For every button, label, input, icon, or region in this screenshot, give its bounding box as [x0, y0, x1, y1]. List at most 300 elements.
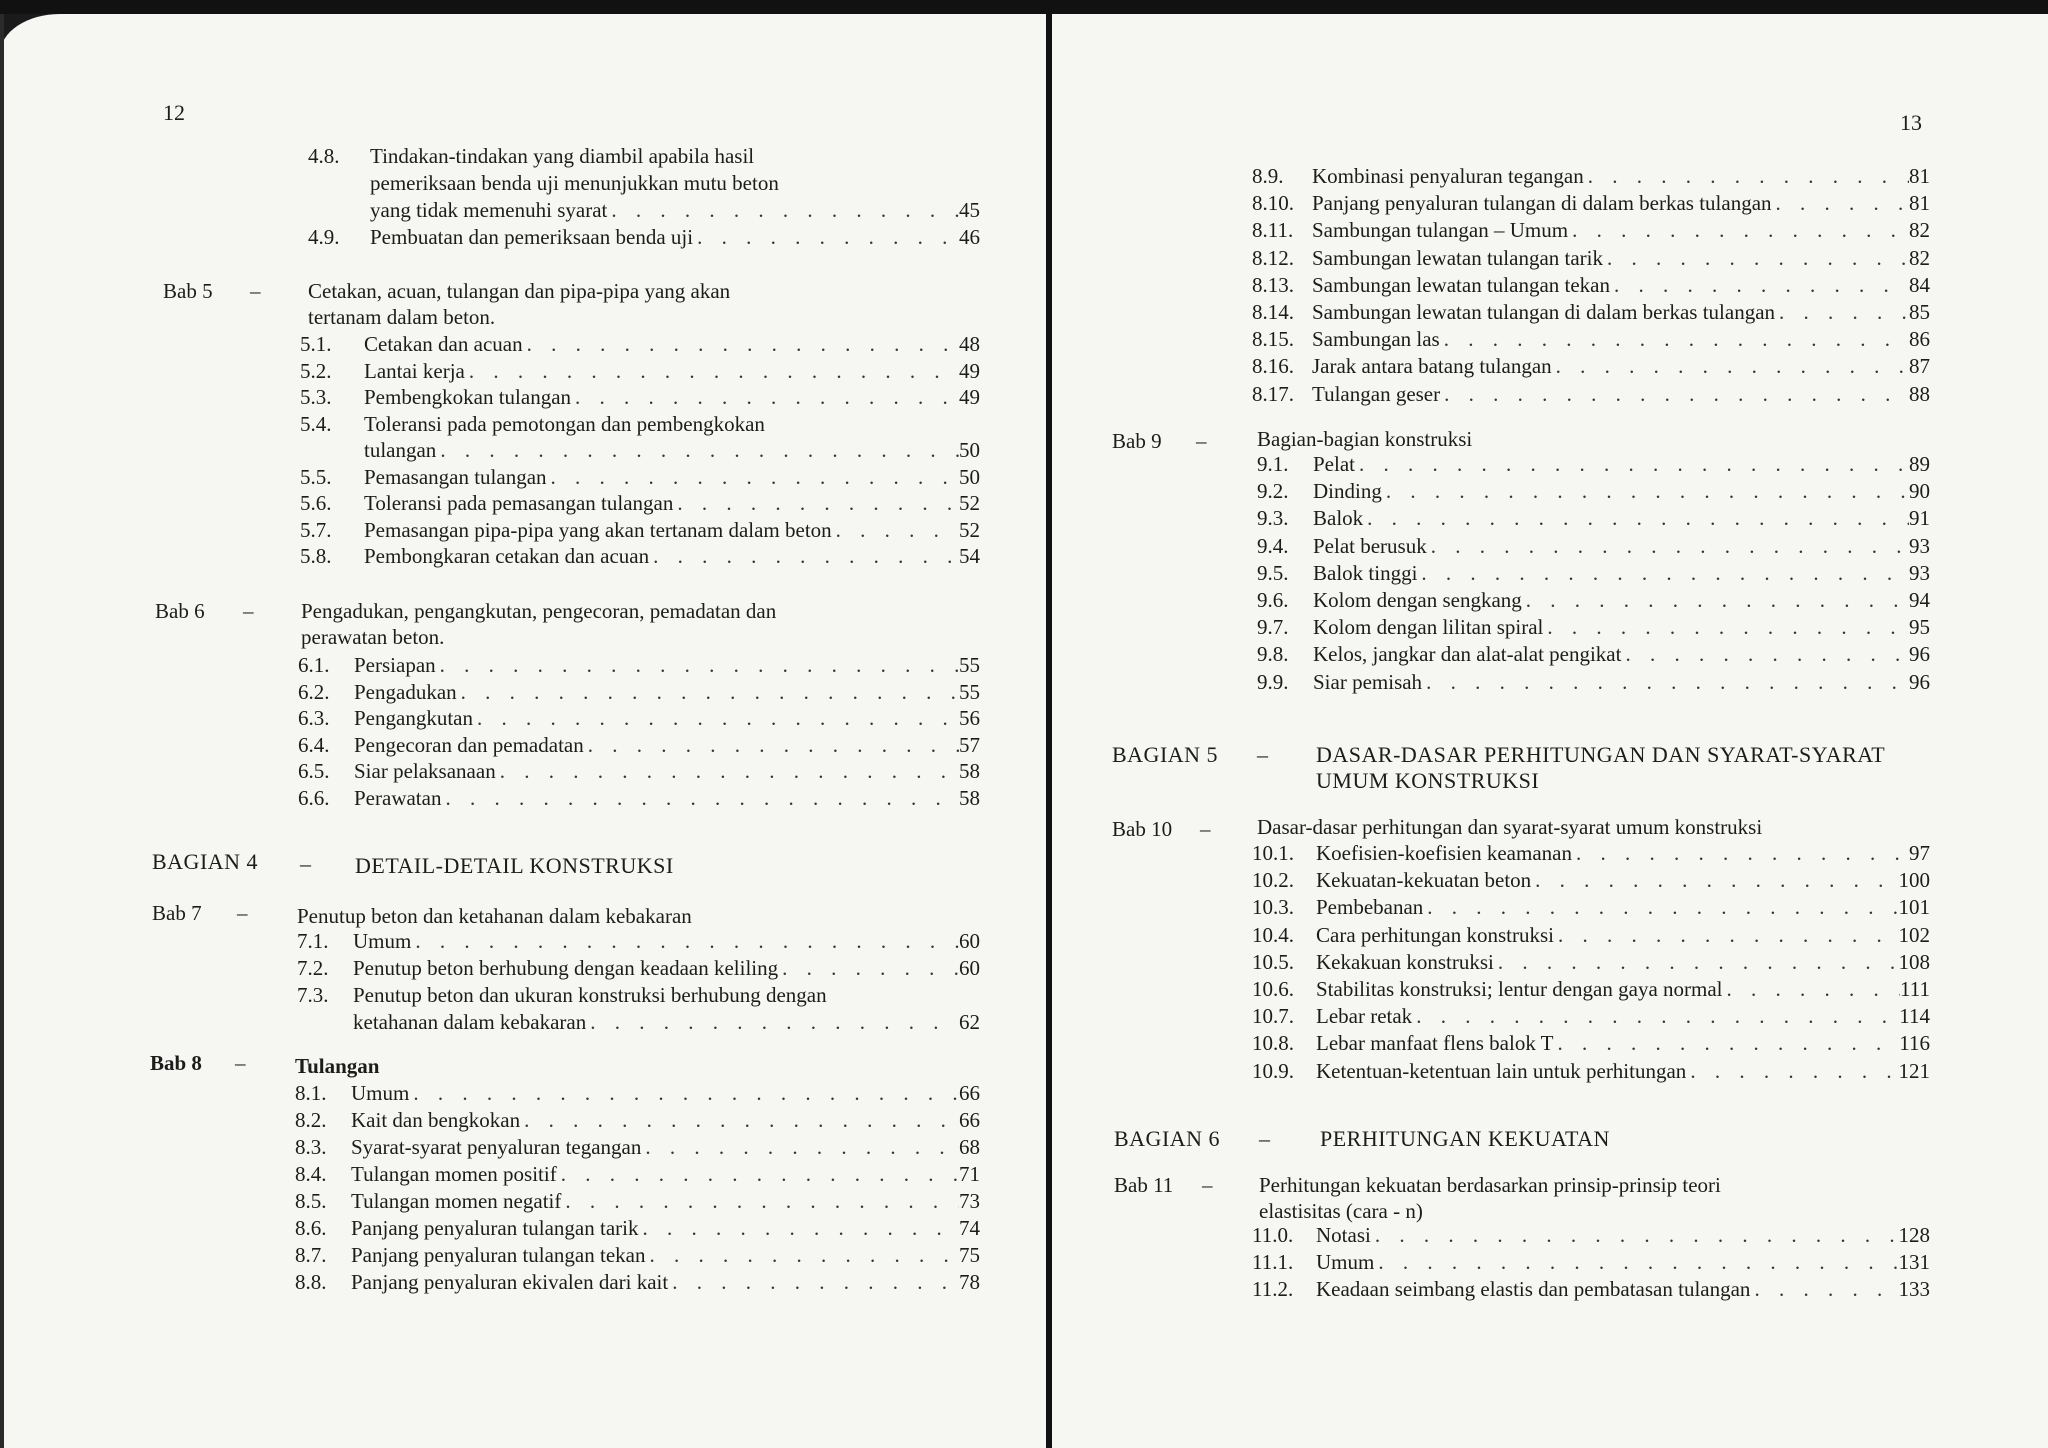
- entry-title: Keadaan seimbang elastis dan pembatasan tulangan: [1316, 1277, 1751, 1302]
- entry-number: 8.17.: [1252, 381, 1294, 406]
- entry-number: 10.5.: [1252, 949, 1294, 974]
- entry-page: 55: [959, 653, 980, 677]
- toc-row: [300, 384, 980, 411]
- toc-row: [1257, 505, 1930, 532]
- entry-title: Panjang penyaluran tulangan di dalam berkas tulangan: [1312, 191, 1772, 216]
- entry-title: Lebar manfaat flens balok T: [1316, 1031, 1554, 1056]
- leader-dots: [1552, 353, 1909, 380]
- entry-page: 56: [959, 706, 980, 730]
- entry-page: 96: [1909, 669, 1930, 694]
- entry-title: Pelat berusuk: [1313, 533, 1427, 558]
- toc-row: [1257, 451, 1930, 478]
- entry-title: yang tidak memenuhi syarat: [370, 198, 608, 222]
- entry-page: 95: [1909, 615, 1930, 640]
- leader-dots: [1494, 949, 1899, 976]
- chapter-label: Bab 11: [1114, 1173, 1174, 1197]
- leader-dots: [1772, 190, 1909, 217]
- toc-row: [308, 224, 980, 251]
- part-label: BAGIAN 6: [1114, 1126, 1221, 1151]
- part-label: BAGIAN 5: [1112, 742, 1219, 767]
- entry-title-continued: ketahanan dalam kebakaran: [353, 1010, 587, 1034]
- entry-title: Kait dan bengkokan: [351, 1108, 521, 1132]
- entry-page: 100: [1898, 868, 1930, 893]
- entry-page: 52: [959, 491, 980, 515]
- chapter-title-line: elastisitas (cara - n): [1259, 1199, 1423, 1223]
- entry-page: 52: [959, 517, 980, 542]
- entry-page: 81: [1909, 164, 1930, 188]
- toc-row: [298, 732, 980, 759]
- toc-row: [1252, 326, 1930, 353]
- leader-dots: [1723, 976, 1901, 1003]
- entry-number: 8.5.: [295, 1189, 327, 1213]
- chapter-title: Penutup beton dan ketahanan dalam kebakaran: [297, 904, 692, 928]
- entry-number: 5.6.: [300, 491, 332, 515]
- toc-row: [300, 517, 980, 544]
- entry-number: 4.9.: [308, 225, 340, 249]
- entry-number: 5.5.: [300, 464, 332, 489]
- entry-number: 8.9.: [1252, 164, 1284, 188]
- entry-page: 82: [1909, 245, 1930, 270]
- entry-number: 8.2.: [295, 1108, 327, 1132]
- chapter-label: Bab 9: [1112, 429, 1162, 453]
- entry-number: 9.2.: [1257, 479, 1289, 504]
- toc-row: [1252, 949, 1930, 976]
- toc-row: [298, 705, 980, 732]
- entry-title: Notasi: [1316, 1223, 1371, 1247]
- entry-page: 71: [959, 1162, 980, 1186]
- toc-row: [297, 955, 980, 982]
- toc-row: [353, 1009, 980, 1036]
- entry-page: 97: [1909, 841, 1930, 865]
- entry-page: 101: [1898, 895, 1930, 920]
- entry-title: Tulangan momen positif: [351, 1162, 557, 1186]
- toc-row-first-line: [300, 411, 980, 438]
- entry-title: Toleransi pada pemotongan dan pembengkokan: [364, 411, 765, 436]
- toc-row: [1252, 922, 1930, 949]
- entry-page: 84: [1909, 272, 1930, 297]
- part-dash: –: [300, 851, 312, 876]
- toc-row: [1257, 533, 1930, 560]
- entry-number: 11.1.: [1252, 1250, 1294, 1275]
- entry-page: 114: [1899, 1004, 1930, 1029]
- entry-number: 8.13.: [1252, 272, 1294, 297]
- entry-page: 54: [959, 544, 980, 568]
- entry-title: Siar pemisah: [1313, 669, 1423, 694]
- toc-row: [1252, 840, 1930, 867]
- entry-title: Cara perhitungan konstruksi: [1316, 922, 1554, 947]
- entry-number: 10.7.: [1252, 1004, 1294, 1029]
- entry-title: Syarat-syarat penyaluran tegangan: [351, 1135, 642, 1159]
- toc-row: [1257, 478, 1930, 505]
- entry-page: 73: [959, 1189, 980, 1213]
- leader-dots: [1531, 867, 1898, 894]
- leader-dots: [1440, 326, 1909, 353]
- entry-title: Persiapan: [354, 653, 436, 677]
- entry-page: 60: [959, 956, 980, 980]
- entry-title: Kelos, jangkar dan alat-alat pengikat: [1313, 642, 1622, 667]
- entry-number: 10.4.: [1252, 922, 1294, 947]
- chapter-title-line: Perhitungan kekuatan berdasarkan prinsip-prinsip teori: [1259, 1173, 1721, 1197]
- toc-row: [1252, 217, 1930, 244]
- entry-page: 89: [1909, 452, 1930, 476]
- leader-dots: [1412, 1003, 1899, 1030]
- leader-dots: [1610, 272, 1909, 299]
- part-title-line: UMUM KONSTRUKSI: [1316, 768, 1540, 793]
- leader-dots: [1568, 217, 1909, 244]
- toc-row: [1257, 614, 1930, 641]
- entry-number: 10.1.: [1252, 841, 1294, 865]
- part-title: DETAIL-DETAIL KONSTRUKSI: [355, 853, 674, 878]
- entry-title: Panjang penyaluran tulangan tarik: [351, 1216, 639, 1240]
- entry-page: 50: [959, 464, 980, 489]
- leader-dots: [1417, 560, 1909, 587]
- entry-number: 6.5.: [298, 759, 330, 783]
- leader-dots: [457, 679, 959, 706]
- entry-title: Ketentuan-ketentuan lain untuk perhitungan: [1316, 1058, 1687, 1083]
- entry-title: Kekuatan-kekuatan beton: [1316, 868, 1532, 893]
- part-title: PERHITUNGAN KEKUATAN: [1320, 1126, 1610, 1151]
- chapter-dash: –: [1196, 429, 1207, 453]
- entry-number: 8.10.: [1252, 191, 1294, 216]
- entry-number: 9.4.: [1257, 533, 1289, 558]
- entry-number: 10.6.: [1252, 977, 1294, 1001]
- toc-row: [298, 652, 980, 679]
- chapter-title: Tulangan: [295, 1054, 380, 1078]
- chapter-title-line: Pengadukan, pengangkutan, pengecoran, pemadatan dan: [301, 599, 777, 623]
- entry-page: 93: [1909, 560, 1930, 585]
- leader-dots: [557, 1161, 959, 1188]
- leader-dots: [436, 652, 959, 679]
- entry-page: 133: [1898, 1277, 1930, 1302]
- entry-page: 60: [959, 929, 980, 953]
- entry-title: Pelat: [1313, 452, 1355, 476]
- entry-number: 8.8.: [295, 1270, 327, 1294]
- entry-title: Panjang penyaluran tulangan tekan: [351, 1243, 646, 1267]
- entry-title: Koefisien-koefisien keamanan: [1316, 841, 1572, 865]
- chapter-label: Bab 8: [150, 1051, 202, 1075]
- chapter-title: Bagian-bagian konstruksi: [1257, 427, 1473, 451]
- entry-page: 102: [1898, 922, 1930, 947]
- toc-row: [1252, 353, 1930, 380]
- entry-number: 11.0.: [1252, 1223, 1294, 1247]
- entry-title: Umum: [353, 929, 412, 953]
- entry-title: Lebar retak: [1316, 1004, 1413, 1029]
- entry-number: 4.8.: [308, 144, 340, 168]
- leader-dots: [571, 384, 959, 411]
- entry-title: Toleransi pada pemasangan tulangan: [364, 491, 674, 515]
- entry-page: 94: [1909, 588, 1930, 612]
- entry-page: 50: [959, 438, 980, 462]
- entry-page: 81: [1909, 191, 1930, 216]
- entry-number: 10.9.: [1252, 1058, 1294, 1083]
- leader-dots: [584, 732, 959, 759]
- entry-number: 10.8.: [1252, 1031, 1294, 1056]
- chapter-label: Bab 7: [152, 901, 202, 925]
- toc-row: [295, 1269, 980, 1296]
- entry-number: 8.4.: [295, 1162, 327, 1186]
- chapter-title-line: tertanam dalam beton.: [308, 305, 496, 329]
- page-number-right: 13: [1900, 110, 1922, 135]
- leader-dots: [1382, 478, 1909, 505]
- toc-row: [1252, 1003, 1930, 1030]
- entry-title: Pembengkokan tulangan: [364, 385, 572, 409]
- leader-dots: [496, 758, 959, 785]
- toc-row: [1252, 1030, 1930, 1057]
- entry-title: Sambungan lewatan tulangan tekan: [1312, 272, 1610, 297]
- entry-page: 82: [1909, 218, 1930, 243]
- leader-dots: [1584, 163, 1909, 190]
- toc-row: [295, 1188, 980, 1215]
- entry-title: Stabilitas konstruksi; lentur dengan gaya normal: [1316, 977, 1723, 1001]
- part-label: BAGIAN 4: [152, 849, 259, 874]
- entry-title: Pengecoran dan pemadatan: [354, 732, 584, 757]
- entry-number: 8.1.: [295, 1081, 327, 1105]
- chapter-title-line: perawatan beton.: [301, 625, 445, 649]
- toc-row: [1252, 867, 1930, 894]
- chapter-label: Bab 6: [155, 599, 205, 623]
- entry-number: 8.7.: [295, 1243, 327, 1267]
- part-dash: –: [1257, 742, 1269, 767]
- entry-number: 8.15.: [1252, 327, 1294, 352]
- leader-dots: [520, 1107, 959, 1134]
- entry-title: Sambungan lewatan tulangan tarik: [1312, 245, 1603, 270]
- entry-number: 5.3.: [300, 385, 332, 409]
- entry-number: 5.1.: [300, 332, 332, 356]
- leader-dots: [1554, 922, 1899, 949]
- leader-dots: [411, 928, 959, 955]
- toc-row: [370, 197, 980, 224]
- entry-title: Siar pelaksanaan: [354, 759, 496, 783]
- entry-page: 88: [1909, 381, 1930, 406]
- toc-row: [1252, 272, 1930, 299]
- entry-title: Kolom dengan sengkang: [1313, 588, 1522, 612]
- toc-row: [1252, 1222, 1930, 1249]
- entry-page: 58: [959, 785, 980, 810]
- toc-row: [364, 437, 980, 464]
- scan-top-border: [0, 0, 2048, 14]
- leader-dots: [1371, 1222, 1899, 1249]
- entry-page: 66: [959, 1081, 980, 1105]
- entry-page: 74: [959, 1216, 980, 1240]
- entry-title: Pembebanan: [1316, 895, 1424, 920]
- entry-page: 66: [959, 1108, 980, 1132]
- entry-title: Tulangan momen negatif: [351, 1189, 562, 1213]
- entry-title: Penutup beton dan ukuran konstruksi berhubung dengan: [353, 983, 827, 1007]
- toc-row: [300, 331, 980, 358]
- entry-page: 85: [1909, 300, 1930, 324]
- toc-row: [300, 490, 980, 517]
- entry-page: 96: [1909, 642, 1930, 667]
- entry-number: 5.7.: [300, 517, 332, 542]
- entry-number: 8.12.: [1252, 245, 1294, 270]
- entry-title: Pembongkaran cetakan dan acuan: [364, 544, 650, 568]
- entry-title: Perawatan: [354, 785, 442, 810]
- toc-row: [300, 464, 980, 491]
- entry-number: 8.14.: [1252, 300, 1294, 324]
- toc-row: [1252, 1276, 1930, 1303]
- toc-row: [298, 785, 980, 812]
- entry-number: 6.6.: [298, 785, 330, 810]
- entry-page: 58: [959, 759, 980, 783]
- entry-title: Dinding: [1313, 479, 1382, 504]
- entry-title-line: Tindakan-tindakan yang diambil apabila hasil: [370, 144, 755, 168]
- entry-title: Balok: [1313, 506, 1364, 531]
- entry-title: Pemasangan tulangan: [364, 464, 547, 489]
- leader-dots: [641, 1134, 959, 1161]
- toc-row: [295, 1107, 980, 1134]
- entry-page: 45: [959, 198, 980, 222]
- leader-dots: [1355, 451, 1909, 478]
- entry-number: 6.1.: [298, 653, 330, 677]
- entry-number: 7.1.: [297, 929, 329, 953]
- leader-dots: [1363, 505, 1909, 532]
- leader-dots: [547, 464, 959, 491]
- leader-dots: [1750, 1276, 1898, 1303]
- toc-row: [1252, 976, 1930, 1003]
- chapter-dash: –: [1200, 817, 1211, 841]
- entry-number: 5.2.: [300, 358, 332, 383]
- part-title-line: DASAR-DASAR PERHITUNGAN DAN SYARAT-SYARAT: [1316, 742, 1886, 767]
- toc-row: [1252, 381, 1930, 408]
- entry-title: Sambungan las: [1312, 327, 1440, 352]
- toc-row-first-line: [297, 982, 980, 1009]
- entry-title: Panjang penyaluran ekivalen dari kait: [351, 1270, 669, 1294]
- chapter-dash: –: [235, 1051, 246, 1075]
- entry-number: 9.9.: [1257, 669, 1289, 694]
- toc-row: [295, 1080, 980, 1107]
- entry-title-line: pemeriksaan benda uji menunjukkan mutu beton: [370, 171, 779, 195]
- entry-number: 9.8.: [1257, 642, 1289, 667]
- toc-row: [1252, 1058, 1930, 1085]
- toc-row: [1252, 299, 1930, 326]
- entry-title-continued: tulangan: [364, 438, 437, 462]
- leader-dots: [436, 437, 959, 464]
- entry-page: 131: [1898, 1250, 1930, 1275]
- entry-title: Pemasangan pipa-pipa yang akan tertanam dalam beton: [364, 517, 832, 542]
- toc-row: [295, 1134, 980, 1161]
- entry-number: 9.1.: [1257, 452, 1289, 476]
- leader-dots: [607, 197, 959, 224]
- leader-dots: [1374, 1249, 1898, 1276]
- entry-title: Pengadukan: [354, 679, 457, 704]
- entry-number: 6.2.: [298, 679, 330, 704]
- chapter-label: Bab 5: [163, 279, 213, 303]
- entry-title: Balok tinggi: [1313, 560, 1418, 585]
- chapter-dash: –: [237, 901, 248, 925]
- leader-dots: [561, 1188, 959, 1215]
- entry-title: Kekakuan konstruksi: [1316, 949, 1494, 974]
- entry-page: 49: [959, 358, 980, 383]
- leader-dots: [1775, 299, 1909, 326]
- entry-title: Umum: [1316, 1250, 1375, 1275]
- leader-dots: [1423, 894, 1898, 921]
- entry-page: 78: [959, 1270, 980, 1294]
- leader-dots: [1603, 245, 1909, 272]
- entry-page: 116: [1899, 1031, 1930, 1056]
- entry-title: Jarak antara batang tulangan: [1312, 354, 1552, 379]
- entry-page: 93: [1909, 533, 1930, 558]
- leader-dots: [1686, 1058, 1898, 1085]
- chapter-title: Dasar-dasar perhitungan dan syarat-syarat umum konstruksi: [1257, 815, 1763, 839]
- toc-row: [1252, 1249, 1930, 1276]
- toc-row: [298, 679, 980, 706]
- entry-number: 9.5.: [1257, 560, 1289, 585]
- toc-row: [295, 1242, 980, 1269]
- entry-page: 75: [959, 1243, 980, 1267]
- leader-dots: [1522, 587, 1909, 614]
- entry-page: 46: [959, 225, 980, 249]
- entry-number: 7.3.: [297, 983, 329, 1007]
- leader-dots: [673, 490, 959, 517]
- toc-row: [298, 758, 980, 785]
- entry-title: Sambungan tulangan – Umum: [1312, 218, 1569, 243]
- entry-page: 55: [959, 679, 980, 704]
- leader-dots: [832, 517, 959, 544]
- leader-dots: [1554, 1030, 1900, 1057]
- chapter-dash: –: [250, 279, 261, 303]
- leader-dots: [1427, 533, 1909, 560]
- toc-row: [295, 1161, 980, 1188]
- entry-page: 90: [1909, 479, 1930, 504]
- part-dash: –: [1259, 1126, 1271, 1151]
- entry-number: 10.2.: [1252, 868, 1294, 893]
- leader-dots: [1543, 614, 1909, 641]
- entry-number: 10.3.: [1252, 895, 1294, 920]
- toc-row: [1252, 894, 1930, 921]
- leader-dots: [668, 1269, 959, 1296]
- chapter-dash: –: [1202, 1173, 1213, 1197]
- toc-row: [1257, 587, 1930, 614]
- entry-page: 49: [959, 385, 980, 409]
- leader-dots: [1422, 669, 1909, 696]
- toc-row: [1252, 190, 1930, 217]
- page-number-left: 12: [163, 100, 185, 125]
- toc-row: [1252, 245, 1930, 272]
- entry-number: 9.6.: [1257, 588, 1289, 612]
- entry-number: 6.4.: [298, 732, 330, 757]
- entry-number: 8.11.: [1252, 218, 1294, 243]
- entry-number: 8.6.: [295, 1216, 327, 1240]
- entry-number: 7.2.: [297, 956, 329, 980]
- entry-number: 8.16.: [1252, 354, 1294, 379]
- entry-title: Kombinasi penyaluran tegangan: [1312, 164, 1584, 188]
- leader-dots: [778, 955, 959, 982]
- entry-page: 48: [959, 332, 980, 356]
- entry-title: Pengangkutan: [354, 706, 473, 730]
- leader-dots: [1621, 641, 1909, 668]
- chapter-dash: –: [243, 599, 254, 623]
- entry-page: 62: [959, 1010, 980, 1034]
- entry-number: 6.3.: [298, 706, 330, 730]
- toc-row: [295, 1215, 980, 1242]
- leader-dots: [649, 543, 959, 570]
- entry-number: 5.4.: [300, 411, 332, 436]
- entry-page: 57: [959, 732, 980, 757]
- entry-title: Lantai kerja: [364, 358, 465, 383]
- leader-dots: [409, 1080, 959, 1107]
- toc-row: [1252, 163, 1930, 190]
- leader-dots: [693, 224, 959, 251]
- entry-number: 5.8.: [300, 544, 332, 568]
- entry-title: Sambungan lewatan tulangan di dalam berkas tulangan: [1312, 300, 1776, 324]
- entry-page: 68: [959, 1135, 980, 1159]
- leader-dots: [523, 331, 959, 358]
- toc-row: [1257, 669, 1930, 696]
- leader-dots: [1440, 381, 1909, 408]
- entry-page: 121: [1898, 1058, 1930, 1083]
- chapter-title-line: Cetakan, acuan, tulangan dan pipa-pipa yang akan: [308, 279, 731, 303]
- entry-number: 8.3.: [295, 1135, 327, 1159]
